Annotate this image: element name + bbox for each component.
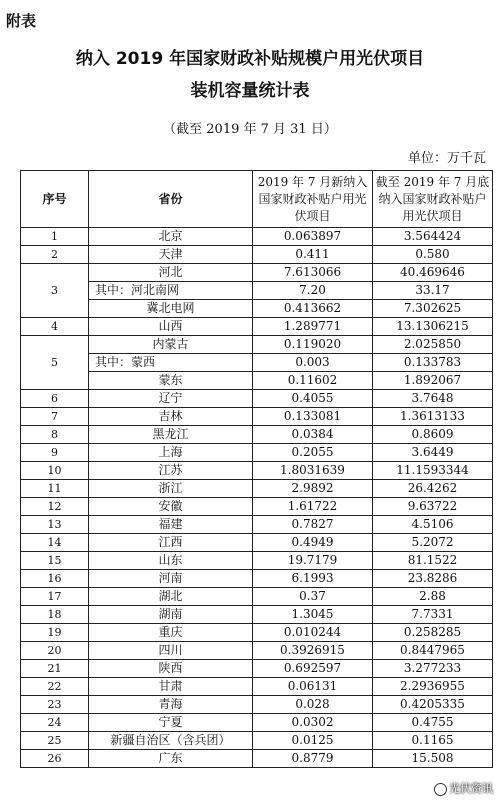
- table-row: [21, 750, 493, 768]
- attachment-label: 附表: [6, 12, 37, 30]
- row-index: 25: [21, 732, 89, 750]
- row-index: 4: [21, 318, 89, 336]
- row-cumulative-value: 0.4755: [373, 714, 493, 732]
- row-cumulative-value: 33.17: [373, 282, 493, 300]
- row-cumulative-value: 81.1522: [373, 552, 493, 570]
- row-index: 14: [21, 534, 89, 552]
- row-cumulative-value: 0.1165: [373, 732, 493, 750]
- row-cumulative-value: 15.508: [373, 750, 493, 768]
- table-row: [21, 624, 493, 642]
- table-row: [21, 282, 493, 300]
- table-row: [21, 318, 493, 336]
- row-province: 黑龙江: [89, 426, 253, 444]
- row-province: 冀北电网: [89, 300, 253, 318]
- table-header-row: [21, 171, 493, 228]
- row-province: 湖北: [89, 588, 253, 606]
- header-index: 序号: [21, 171, 89, 228]
- row-index: 20: [21, 642, 89, 660]
- row-new-value: 1.8031639: [253, 462, 373, 480]
- row-new-value: 0.4949: [253, 534, 373, 552]
- row-province: 青海: [89, 696, 253, 714]
- header-province: 省份: [89, 171, 253, 228]
- row-province: 江西: [89, 534, 253, 552]
- row-cumulative-value: 40.469646: [373, 264, 493, 282]
- table-row: [21, 498, 493, 516]
- header-new-july: 2019 年 7 月新纳入国家财政补贴户用光伏项目: [253, 171, 373, 228]
- table-row: [21, 264, 493, 282]
- row-province: 浙江: [89, 480, 253, 498]
- row-new-value: 1.3045: [253, 606, 373, 624]
- row-cumulative-value: 0.258285: [373, 624, 493, 642]
- row-province: 陕西: [89, 660, 253, 678]
- row-cumulative-value: 13.1306215: [373, 318, 493, 336]
- row-new-value: 7.613066: [253, 264, 373, 282]
- row-new-value: 19.7179: [253, 552, 373, 570]
- row-new-value: 0.8779: [253, 750, 373, 768]
- table-row: [21, 444, 493, 462]
- row-cumulative-value: 7.302625: [373, 300, 493, 318]
- row-province: 山东: [89, 552, 253, 570]
- row-cumulative-value: 3.277233: [373, 660, 493, 678]
- table-row: [21, 678, 493, 696]
- row-index: 15: [21, 552, 89, 570]
- row-cumulative-value: 3.564424: [373, 228, 493, 246]
- row-new-value: 0.7827: [253, 516, 373, 534]
- row-cumulative-value: 9.63722: [373, 498, 493, 516]
- row-cumulative-value: 23.8286: [373, 570, 493, 588]
- row-province: 其中：河北南网: [89, 282, 253, 300]
- date-note: （截至 2019 年 7 月 31 日）: [163, 122, 337, 137]
- table-row: [21, 354, 493, 372]
- row-index: 6: [21, 390, 89, 408]
- row-province: 福建: [89, 516, 253, 534]
- row-index: 7: [21, 408, 89, 426]
- row-new-value: 2.9892: [253, 480, 373, 498]
- row-new-value: 0.11602: [253, 372, 373, 390]
- row-cumulative-value: 3.7648: [373, 390, 493, 408]
- row-new-value: 0.4055: [253, 390, 373, 408]
- capacity-table: [20, 170, 493, 768]
- row-new-value: 7.20: [253, 282, 373, 300]
- page-title: 纳入 2019 年国家财政补贴规模户用光伏项目: [75, 49, 425, 69]
- row-province: 广东: [89, 750, 253, 768]
- row-new-value: 0.2055: [253, 444, 373, 462]
- row-province: 北京: [89, 228, 253, 246]
- row-new-value: 1.61722: [253, 498, 373, 516]
- row-cumulative-value: 2.88: [373, 588, 493, 606]
- row-new-value: 0.692597: [253, 660, 373, 678]
- row-index: 1: [21, 228, 89, 246]
- row-index: 3: [21, 264, 89, 318]
- row-cumulative-value: 0.4205335: [373, 696, 493, 714]
- row-index: 8: [21, 426, 89, 444]
- row-new-value: 0.003: [253, 354, 373, 372]
- row-new-value: 0.411: [253, 246, 373, 264]
- row-new-value: 0.010244: [253, 624, 373, 642]
- table-row: [21, 534, 493, 552]
- wechat-icon: [434, 783, 447, 796]
- table-row: [21, 552, 493, 570]
- row-cumulative-value: 3.6449: [373, 444, 493, 462]
- row-new-value: 0.0302: [253, 714, 373, 732]
- row-index: 2: [21, 246, 89, 264]
- row-province: 其中：蒙西: [89, 354, 253, 372]
- row-index: 22: [21, 678, 89, 696]
- table-row: [21, 426, 493, 444]
- row-cumulative-value: 5.2072: [373, 534, 493, 552]
- row-new-value: 0.3926915: [253, 642, 373, 660]
- watermark: [431, 779, 496, 797]
- row-index: 17: [21, 588, 89, 606]
- table-row: [21, 300, 493, 318]
- row-new-value: 0.413662: [253, 300, 373, 318]
- row-new-value: 0.37: [253, 588, 373, 606]
- row-province: 宁夏: [89, 714, 253, 732]
- table-row: [21, 462, 493, 480]
- row-new-value: 0.119020: [253, 336, 373, 354]
- row-province: 辽宁: [89, 390, 253, 408]
- row-province: 湖南: [89, 606, 253, 624]
- table-row: [21, 570, 493, 588]
- row-cumulative-value: 1.892067: [373, 372, 493, 390]
- row-province: 安徽: [89, 498, 253, 516]
- row-province: 山西: [89, 318, 253, 336]
- page-subtitle: 装机容量统计表: [190, 81, 310, 101]
- row-province: 天津: [89, 246, 253, 264]
- row-cumulative-value: 2.025850: [373, 336, 493, 354]
- row-province: 甘肃: [89, 678, 253, 696]
- row-cumulative-value: 0.8447965: [373, 642, 493, 660]
- table-row: [21, 408, 493, 426]
- row-index: 16: [21, 570, 89, 588]
- header-cumulative-july: 截至 2019 年 7 月底纳入国家财政补贴户用光伏项目: [373, 171, 493, 228]
- row-cumulative-value: 7.7331: [373, 606, 493, 624]
- row-province: 吉林: [89, 408, 253, 426]
- row-province: 新疆自治区（含兵团）: [89, 732, 253, 750]
- row-index: 18: [21, 606, 89, 624]
- table-row: [21, 642, 493, 660]
- row-cumulative-value: 0.133783: [373, 354, 493, 372]
- unit-label: 单位：万千瓦: [407, 151, 486, 166]
- row-new-value: 0.0384: [253, 426, 373, 444]
- row-index: 9: [21, 444, 89, 462]
- row-province: 上海: [89, 444, 253, 462]
- row-index: 10: [21, 462, 89, 480]
- row-new-value: 0.133081: [253, 408, 373, 426]
- row-cumulative-value: 0.580: [373, 246, 493, 264]
- table-row: [21, 336, 493, 354]
- row-new-value: 0.06131: [253, 678, 373, 696]
- table-row: [21, 516, 493, 534]
- row-index: 12: [21, 498, 89, 516]
- watermark-text: 光伏资讯: [449, 782, 493, 795]
- row-cumulative-value: 2.2936955: [373, 678, 493, 696]
- row-index: 13: [21, 516, 89, 534]
- row-province: 蒙东: [89, 372, 253, 390]
- row-province: 四川: [89, 642, 253, 660]
- table-row: [21, 390, 493, 408]
- table-row: [21, 732, 493, 750]
- row-index: 23: [21, 696, 89, 714]
- table-row: [21, 228, 493, 246]
- table-row: [21, 372, 493, 390]
- table-row: [21, 480, 493, 498]
- row-province: 江苏: [89, 462, 253, 480]
- row-new-value: 6.1993: [253, 570, 373, 588]
- row-new-value: 0.0125: [253, 732, 373, 750]
- row-cumulative-value: 0.8609: [373, 426, 493, 444]
- row-index: 11: [21, 480, 89, 498]
- row-index: 26: [21, 750, 89, 768]
- row-index: 5: [21, 336, 89, 390]
- row-cumulative-value: 4.5106: [373, 516, 493, 534]
- table-row: [21, 696, 493, 714]
- row-cumulative-value: 11.1593344: [373, 462, 493, 480]
- row-province: 河北: [89, 264, 253, 282]
- row-cumulative-value: 26.4262: [373, 480, 493, 498]
- row-province: 内蒙古: [89, 336, 253, 354]
- table-row: [21, 660, 493, 678]
- row-new-value: 0.063897: [253, 228, 373, 246]
- row-new-value: 0.028: [253, 696, 373, 714]
- table-row: [21, 714, 493, 732]
- row-index: 21: [21, 660, 89, 678]
- table-row: [21, 606, 493, 624]
- row-province: 重庆: [89, 624, 253, 642]
- row-cumulative-value: 1.3613133: [373, 408, 493, 426]
- table-row: [21, 588, 493, 606]
- row-index: 24: [21, 714, 89, 732]
- row-province: 河南: [89, 570, 253, 588]
- table-row: [21, 246, 493, 264]
- row-index: 19: [21, 624, 89, 642]
- row-new-value: 1.289771: [253, 318, 373, 336]
